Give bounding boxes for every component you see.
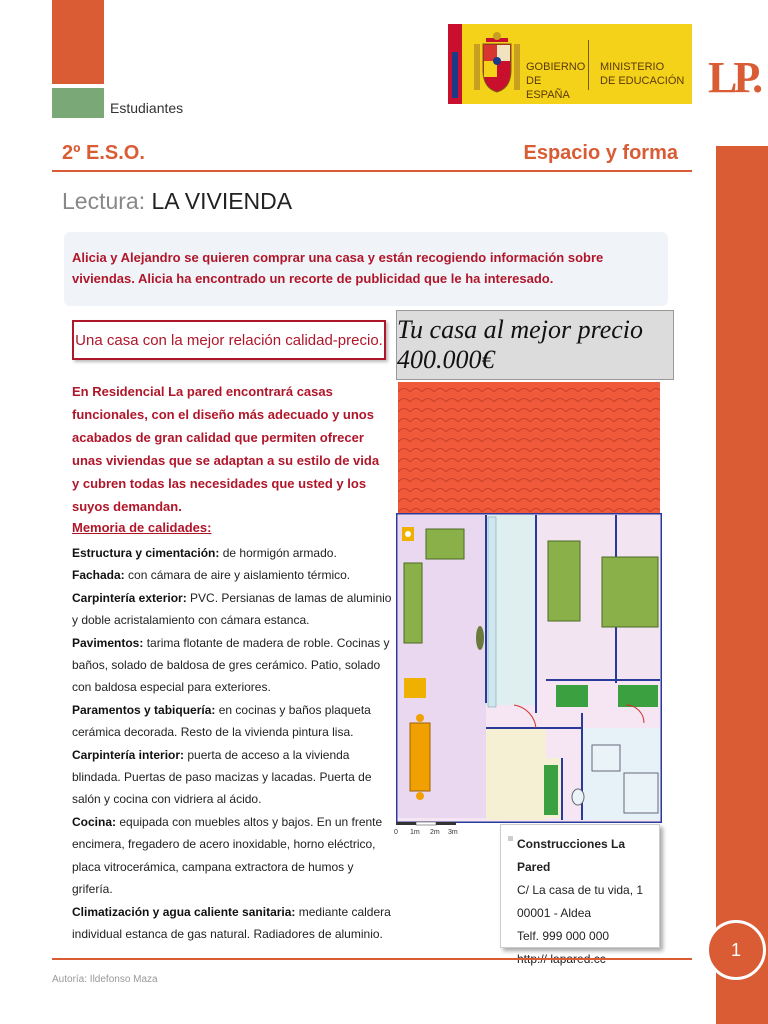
ad-description: En Residencial La pared encontrará casas funcionales, con el diseño más adecuado y unos acabados de gran calidad que permiten ofrecer unas viviendas que se adaptan a su estilo de vida y cubren todas las necesidades que usted y los suyos demandan.: [72, 384, 380, 514]
author-credit: Autoría: Ildefonso Maza: [52, 974, 158, 985]
floor-plan: [396, 513, 662, 823]
reading-name: LA VIVIENDA: [151, 188, 293, 214]
brand-logo: LP.: [708, 53, 760, 102]
ad-headline: Una casa con la mejor relación calidad-precio.: [72, 320, 386, 360]
company-name: Construcciones La Pared: [517, 837, 626, 874]
bullet-icon: [508, 836, 513, 841]
intro-box: Alicia y Alejandro se quieren comprar una casa y están recogiendo información sobre viviendas. Alicia ha encontrado un recorte de publicidad que le ha interesado.: [64, 232, 668, 306]
scale-tick: 2m: [430, 829, 440, 836]
memoria-item: Carpintería interior: puerta de acceso a la vivienda blindada. Puertas de paso macizas y lacadas. Puerta de salón y cocina con vidriera al ácido.: [72, 747, 372, 807]
roof-illustration: [398, 382, 660, 515]
grade-label: 2º E.S.O.: [62, 142, 145, 164]
coat-of-arms-icon: [470, 30, 524, 98]
price-banner: Tu casa al mejor precio 400.000€: [396, 310, 674, 380]
memoria-item: Pavimentos: tarima flotante de madera de roble. Cocinas y baños, solado de baldosa de gres cerámico. Patio, solado con baldosa especial para exteriores.: [72, 635, 390, 695]
memoria-title: Memoria de calidades:: [72, 520, 212, 535]
memoria-item: Paramentos y tabiquería: en cocinas y baños plaqueta cerámica decorada. Resto de la vivienda pintura lisa.: [72, 702, 371, 740]
memoria-item: Carpintería exterior: PVC. Persianas de lamas de aluminio y doble acristalamiento con cámara estanca.: [72, 590, 392, 628]
government-text: GOBIERNO DE ESPAÑA: [526, 61, 586, 101]
topic-label: Espacio y forma: [523, 142, 678, 164]
right-side-bar: [716, 146, 768, 1024]
header-divider: [52, 170, 692, 172]
government-logo: [448, 24, 692, 104]
reading-title: [62, 188, 292, 215]
footer-divider: [52, 958, 692, 960]
scale-tick: 3m: [448, 829, 458, 836]
scale-bar: [394, 820, 464, 840]
memoria-item: Fachada: con cámara de aire y aislamiento térmico.: [72, 568, 351, 583]
header-orange-block: [52, 0, 104, 84]
logo-divider: [588, 40, 589, 90]
company-address: C/ La casa de tu vida, 1: [517, 883, 644, 897]
contact-card: [500, 824, 660, 948]
company-city: 00001 - Aldea: [517, 906, 592, 920]
page-number: 1: [706, 920, 766, 980]
column-icon: [452, 52, 458, 98]
section-label: Estudiantes: [110, 100, 184, 116]
scale-tick: 1m: [410, 829, 420, 836]
header-green-block: [52, 88, 104, 118]
ministry-text: MINISTERIO DE EDUCACIÓN: [600, 61, 685, 87]
memoria-item: Cocina: equipada con muebles altos y bajos. En un frente encimera, fregadero de acero inoxidable, horno eléctrico, placa vitrocerámica, campana extractora de humos y grifería.: [72, 814, 383, 897]
memoria-list: [72, 542, 392, 945]
scale-tick: 0: [394, 829, 398, 836]
memoria-item: Estructura y cimentación: de hormigón armado.: [72, 546, 337, 560]
company-phone: Telf. 999 000 000: [517, 929, 610, 943]
memoria-item: Climatización y agua caliente sanitaria: mediante caldera individual estanca de gas natural. Radiadores de aluminio.: [72, 904, 391, 941]
reading-label: Lectura:: [62, 188, 146, 214]
